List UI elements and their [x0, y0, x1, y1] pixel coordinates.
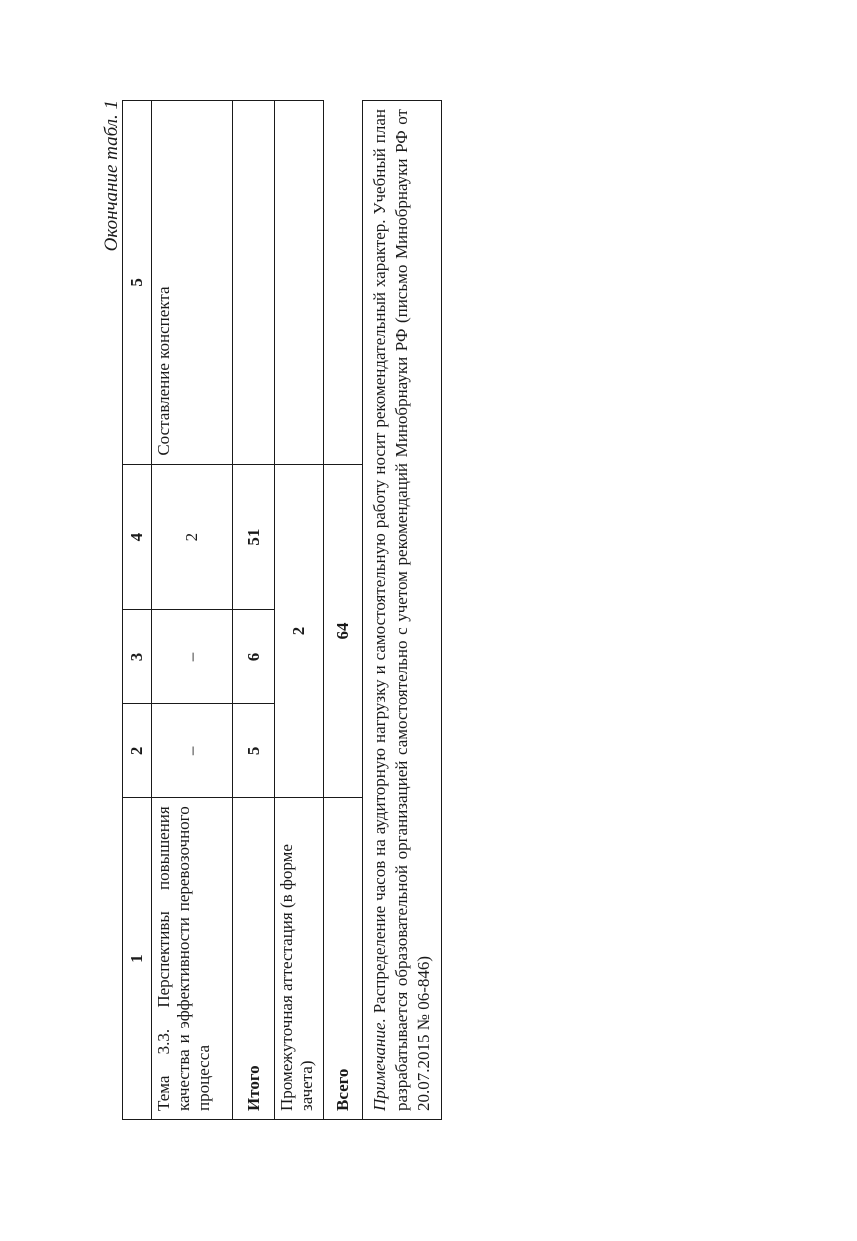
rotated-page [100, 100, 460, 1140]
attestation-activity [275, 101, 324, 465]
header-col-3: 3 [123, 610, 152, 704]
self-study-cell: 2 [152, 464, 233, 610]
note-label: Примечание. [370, 1018, 389, 1111]
table-caption: Окончание табл. 1 [101, 100, 122, 252]
total-hours: 64 [324, 464, 363, 798]
table-header-row [123, 101, 152, 1120]
header-col-1: 1 [123, 798, 152, 1120]
total-activity [324, 101, 363, 465]
table-row [275, 101, 324, 1120]
table-note [363, 101, 442, 1120]
hours-table [122, 100, 442, 1120]
subtotal-practice: 6 [233, 610, 275, 704]
topic-cell: Тема 3.3. Перспективы повышения качества и эффективности перевозочного процесса [152, 798, 233, 1120]
note-row [363, 101, 442, 1120]
total-label: Всего [324, 798, 363, 1120]
practice-cell: – [152, 610, 233, 704]
subtotal-activity [233, 101, 275, 465]
subtotal-label: Итого [233, 798, 275, 1120]
activity-cell: Составление конспекта [152, 101, 233, 465]
subtotal-lectures: 5 [233, 704, 275, 798]
header-col-2: 2 [123, 704, 152, 798]
subtotal-self-study: 51 [233, 464, 275, 610]
note-text: Распределение часов на аудиторную нагрузку и самостоятельную работу носит рекомендательный характер. Учебный план разрабатывается образовательной организацией самостоятельно с учетом рекомендаций Минобрнауки РФ (письмо Минобрнауки РФ от 20.07.2015 № 06-846) [370, 109, 433, 1111]
header-col-5: 5 [123, 101, 152, 465]
table-row [324, 101, 363, 1120]
table-row [233, 101, 275, 1120]
attestation-label: Промежуточная аттестация (в форме зачета) [275, 798, 324, 1120]
header-col-4: 4 [123, 464, 152, 610]
table-row [152, 101, 233, 1120]
attestation-hours: 2 [275, 464, 324, 798]
lectures-cell: – [152, 704, 233, 798]
